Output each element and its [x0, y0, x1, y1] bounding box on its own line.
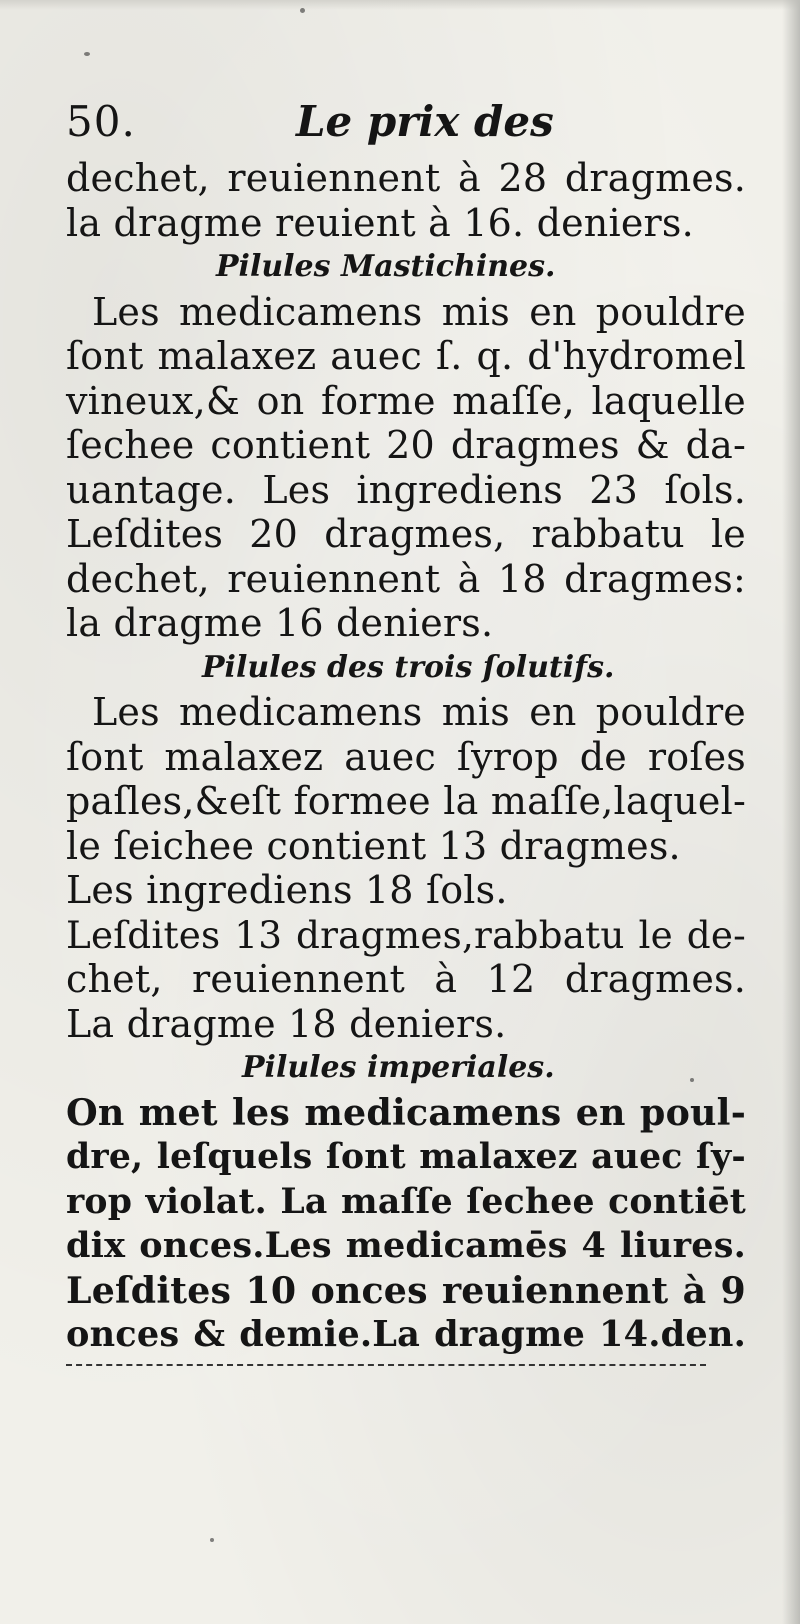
- text-line: Leſdites 13 dragmes,rabbatu le de-: [66, 912, 746, 957]
- text-block: [66, 92, 746, 1366]
- text-line: Leſdites 20 dragmes, rabbatu le: [66, 512, 746, 556]
- text-line: uantage. Les ingrediens 23 ſols.: [66, 467, 746, 512]
- text-line: dre, leſquels ſont malaxez auec ſy-: [66, 1137, 746, 1177]
- section-title: Pilules des trois ſolutifs.: [202, 649, 615, 685]
- text-line: dix onces.Les medicamēs 4 liures.: [66, 1225, 746, 1266]
- section-title: Pilules imperiales.: [242, 1050, 555, 1085]
- text-line: ſechee contient 20 dragmes & da-: [66, 423, 746, 467]
- text-line: Les medicamens mis en pouldre: [92, 690, 746, 734]
- text-line: chet, reuiennent à 12 dragmes.: [66, 957, 746, 1001]
- text-line: ſont malaxez auec ſ. q. d'hydromel: [66, 334, 746, 378]
- text-line: vineux,& on forme maſſe, laquelle: [66, 378, 746, 423]
- scan-edge-top: [0, 0, 800, 10]
- section-pilules-trois-solutifs: [66, 646, 746, 1047]
- text-line: paſles,&eſt formee la maſſe,laquel-: [66, 779, 746, 823]
- text-line: le ſeichee contient 13 dragmes.: [66, 823, 681, 868]
- scan-edge-right: [782, 0, 800, 1624]
- text-line: La dragme 18 deniers.: [66, 1001, 507, 1046]
- section-continuation: [66, 156, 746, 245]
- text-line: onces & demie.La dragme 14.den.: [66, 1314, 746, 1355]
- text-line: la dragme 16 deniers.: [66, 601, 494, 645]
- page-number: 50.: [66, 97, 136, 146]
- text-line: ſont malaxez auec ſyrop de roſes: [66, 734, 746, 779]
- text-line: la dragme reuient à 16. deniers.: [66, 200, 694, 245]
- text-line: Les ingrediens 18 ſols.: [66, 868, 508, 912]
- bottom-rule: [66, 1364, 706, 1366]
- section-pilules-imperiales: [66, 1046, 746, 1358]
- text-line: rop violat. La maſſe ſechee contiēt: [66, 1181, 746, 1222]
- ink-speck: [210, 1538, 214, 1542]
- page-header: [66, 92, 746, 156]
- running-head: Le prix des: [296, 97, 554, 146]
- text-line: dechet, reuiennent à 18 dragmes:: [66, 556, 746, 601]
- text-line: dechet, reuiennent à 28 dragmes.: [66, 156, 746, 200]
- text-line: Les medicamens mis en pouldre: [92, 289, 746, 334]
- ink-speck: [84, 52, 90, 56]
- section-pilules-mastichines: [66, 245, 746, 646]
- text-line: Leſdites 10 onces reuiennent à 9: [66, 1268, 746, 1312]
- section-title: Pilules Mastichines.: [216, 249, 556, 284]
- text-line: On met les medicamens en poul-: [66, 1090, 746, 1134]
- ink-speck: [300, 8, 305, 13]
